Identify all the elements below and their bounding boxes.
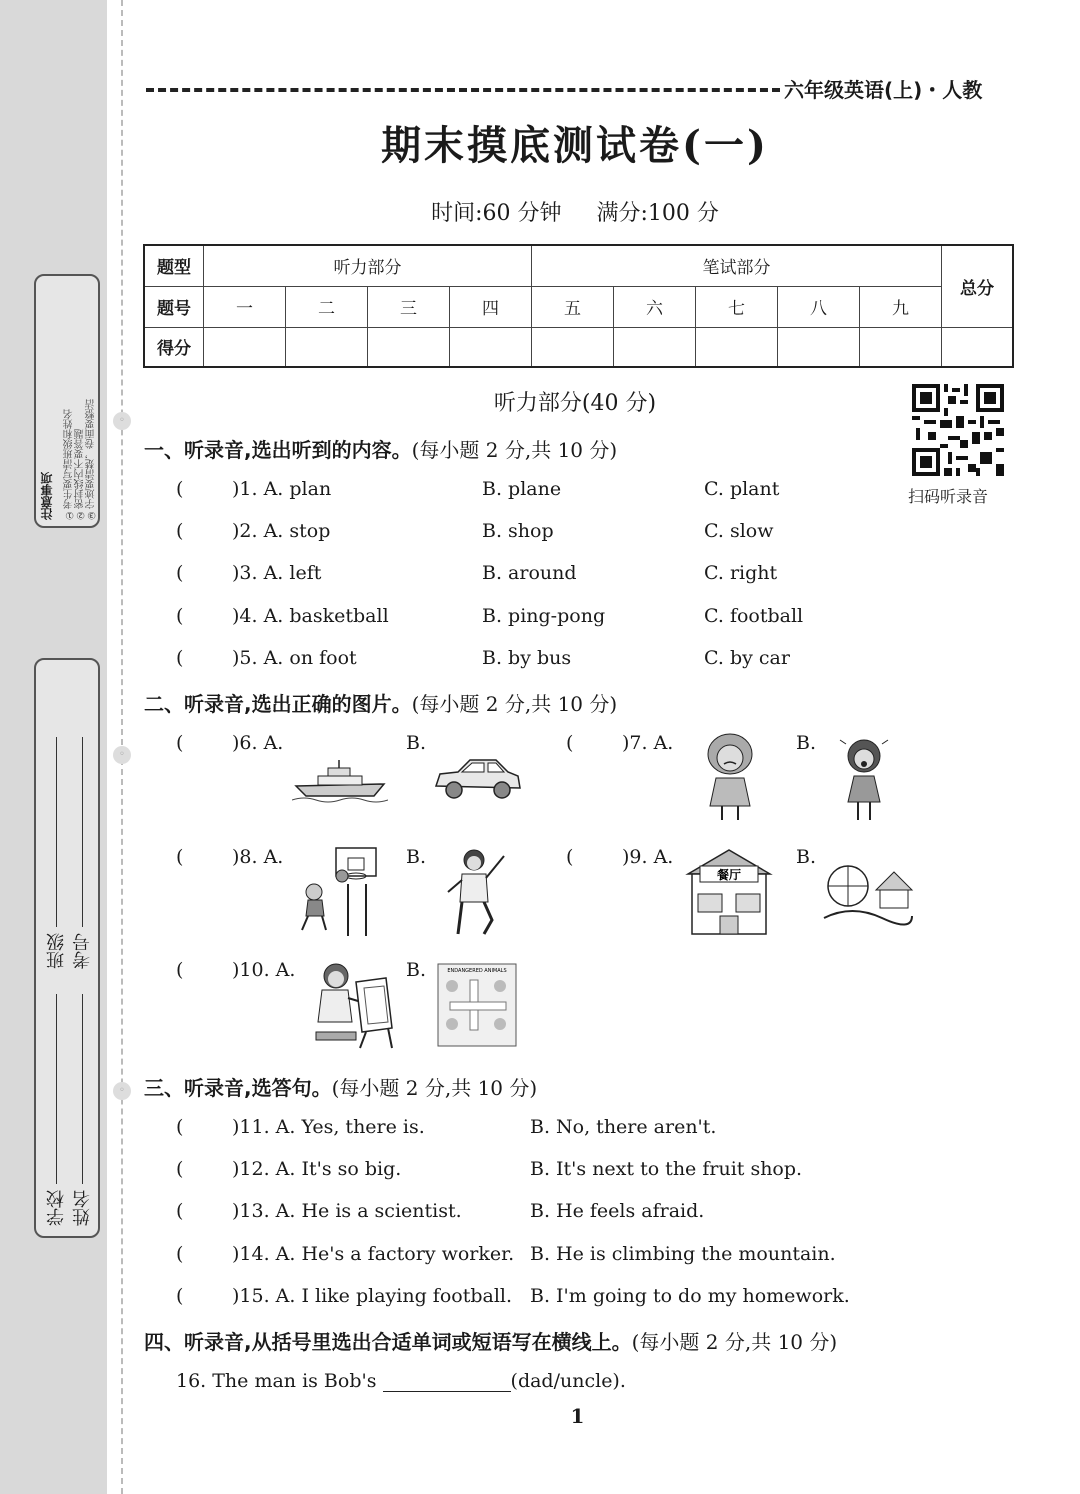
- part-number: 六: [614, 286, 696, 327]
- part2-title: 二、听录音,选出正确的图片。(每小题 2 分,共 10 分): [144, 692, 618, 716]
- name-label: 姓名: [72, 1190, 93, 1226]
- basketball-boy-picture[interactable]: [296, 844, 384, 938]
- school-label: 学校: [46, 1190, 67, 1226]
- option-b[interactable]: B. It's next to the fruit shop.: [530, 1158, 803, 1180]
- score-cell[interactable]: [204, 327, 286, 367]
- qr-code-icon[interactable]: [912, 384, 1004, 476]
- seal-dot: ◦: [113, 746, 131, 764]
- name-field[interactable]: [83, 994, 84, 1184]
- class-field[interactable]: [57, 737, 58, 927]
- exam-meta: [0, 196, 1080, 227]
- option-b[interactable]: B. plane: [482, 478, 562, 500]
- scared-girl-picture[interactable]: [836, 734, 892, 824]
- info-column-name-examno: [70, 670, 96, 1226]
- crying-girl-picture[interactable]: [700, 730, 760, 824]
- score-cell[interactable]: [614, 327, 696, 367]
- exam-no-field[interactable]: [83, 737, 84, 927]
- option-c[interactable]: C. football: [704, 605, 804, 627]
- class-label: 班级: [46, 932, 67, 969]
- option-b[interactable]: B. He is climbing the mountain.: [530, 1243, 836, 1265]
- info-column-school-class: [44, 670, 70, 1226]
- poster-title: ENDANGERED ANIMALS: [447, 968, 507, 974]
- listening-section-title: 听力部分(40 分): [493, 391, 657, 416]
- qr-label: 扫码听录音: [908, 487, 989, 506]
- score-cell[interactable]: [860, 327, 942, 367]
- part-number: 一: [204, 286, 286, 327]
- time-limit: 时间:60 分钟: [431, 201, 562, 226]
- listening-section-head: 听力部分: [204, 245, 532, 286]
- option-b[interactable]: B. No, there aren't.: [530, 1116, 717, 1138]
- total-score-cell[interactable]: [942, 327, 1014, 367]
- writing-section-head: 笔试部分: [532, 245, 942, 286]
- option-b[interactable]: B. by bus: [482, 647, 572, 669]
- kungfu-boy-picture[interactable]: [444, 846, 508, 938]
- student-info-box: [34, 658, 100, 1238]
- amusement-park-picture[interactable]: [822, 860, 914, 926]
- option-b[interactable]: B. ping-pong: [482, 605, 606, 627]
- score-cell[interactable]: [450, 327, 532, 367]
- total-head: 总分: [942, 245, 1014, 327]
- score-cell[interactable]: [778, 327, 860, 367]
- answer-blank-16[interactable]: [383, 1371, 511, 1392]
- option-b[interactable]: B. He feels afraid.: [530, 1200, 705, 1222]
- page-number: 1: [570, 1404, 585, 1428]
- score-cell[interactable]: [696, 327, 778, 367]
- part-number: 八: [778, 286, 860, 327]
- exam-no-label: 考号: [72, 932, 93, 969]
- option-b[interactable]: B. I'm going to do my homework.: [530, 1285, 850, 1307]
- part-number: 五: [532, 286, 614, 327]
- school-field[interactable]: [57, 994, 58, 1184]
- endangered-animals-poster-picture[interactable]: [436, 962, 518, 1048]
- ship-picture[interactable]: [292, 758, 388, 804]
- part3-title: 三、听录音,选答句。(每小题 2 分,共 10 分): [144, 1076, 538, 1100]
- part-number: 九: [860, 286, 942, 327]
- part-number: 四: [450, 286, 532, 327]
- score-table: [143, 244, 1014, 368]
- question-16: 16. The man is Bob's (dad/uncle).: [176, 1370, 626, 1392]
- row-label-number: 题号: [144, 286, 204, 327]
- option-c[interactable]: C. by car: [704, 647, 790, 669]
- option-c[interactable]: C. plant: [704, 478, 780, 500]
- part1-title: 一、听录音,选出听到的内容。(每小题 2 分,共 10 分): [144, 438, 618, 462]
- notice-heading: 注意事项: [40, 472, 54, 520]
- part-number: 七: [696, 286, 778, 327]
- option-b[interactable]: B. shop: [482, 520, 554, 542]
- part4-title: 四、听录音,从括号里选出合适单词或短语写在横线上。(每小题 2 分,共 10 分): [144, 1330, 838, 1354]
- car-picture[interactable]: [430, 752, 524, 804]
- drawing-girl-picture[interactable]: [306, 958, 394, 1050]
- option-c[interactable]: C. right: [704, 562, 778, 584]
- notice-items: ①考生要写清班级和姓名 ②密封线内不要答题 ③字迹要清楚，卷面要整洁: [64, 399, 97, 520]
- seal-dot: ◦: [113, 1082, 131, 1100]
- score-cell[interactable]: [368, 327, 450, 367]
- row-label-score: 得分: [144, 327, 204, 367]
- page-title: 期末摸底测试卷(一): [381, 122, 769, 169]
- row-label-type: 题型: [144, 245, 204, 286]
- score-cell[interactable]: [286, 327, 368, 367]
- seal-dot: ◦: [113, 412, 131, 430]
- option-b[interactable]: B. around: [482, 562, 577, 584]
- option-c[interactable]: C. slow: [704, 520, 774, 542]
- part-number: 二: [286, 286, 368, 327]
- full-score: 满分:100 分: [596, 201, 719, 226]
- part-number: 三: [368, 286, 450, 327]
- header-dashed-rule: [146, 88, 780, 92]
- restaurant-sign: 餐厅: [716, 868, 742, 882]
- restaurant-picture[interactable]: [684, 846, 774, 938]
- subject-label: 六年级英语(上)・人教: [784, 78, 983, 102]
- score-cell[interactable]: [532, 327, 614, 367]
